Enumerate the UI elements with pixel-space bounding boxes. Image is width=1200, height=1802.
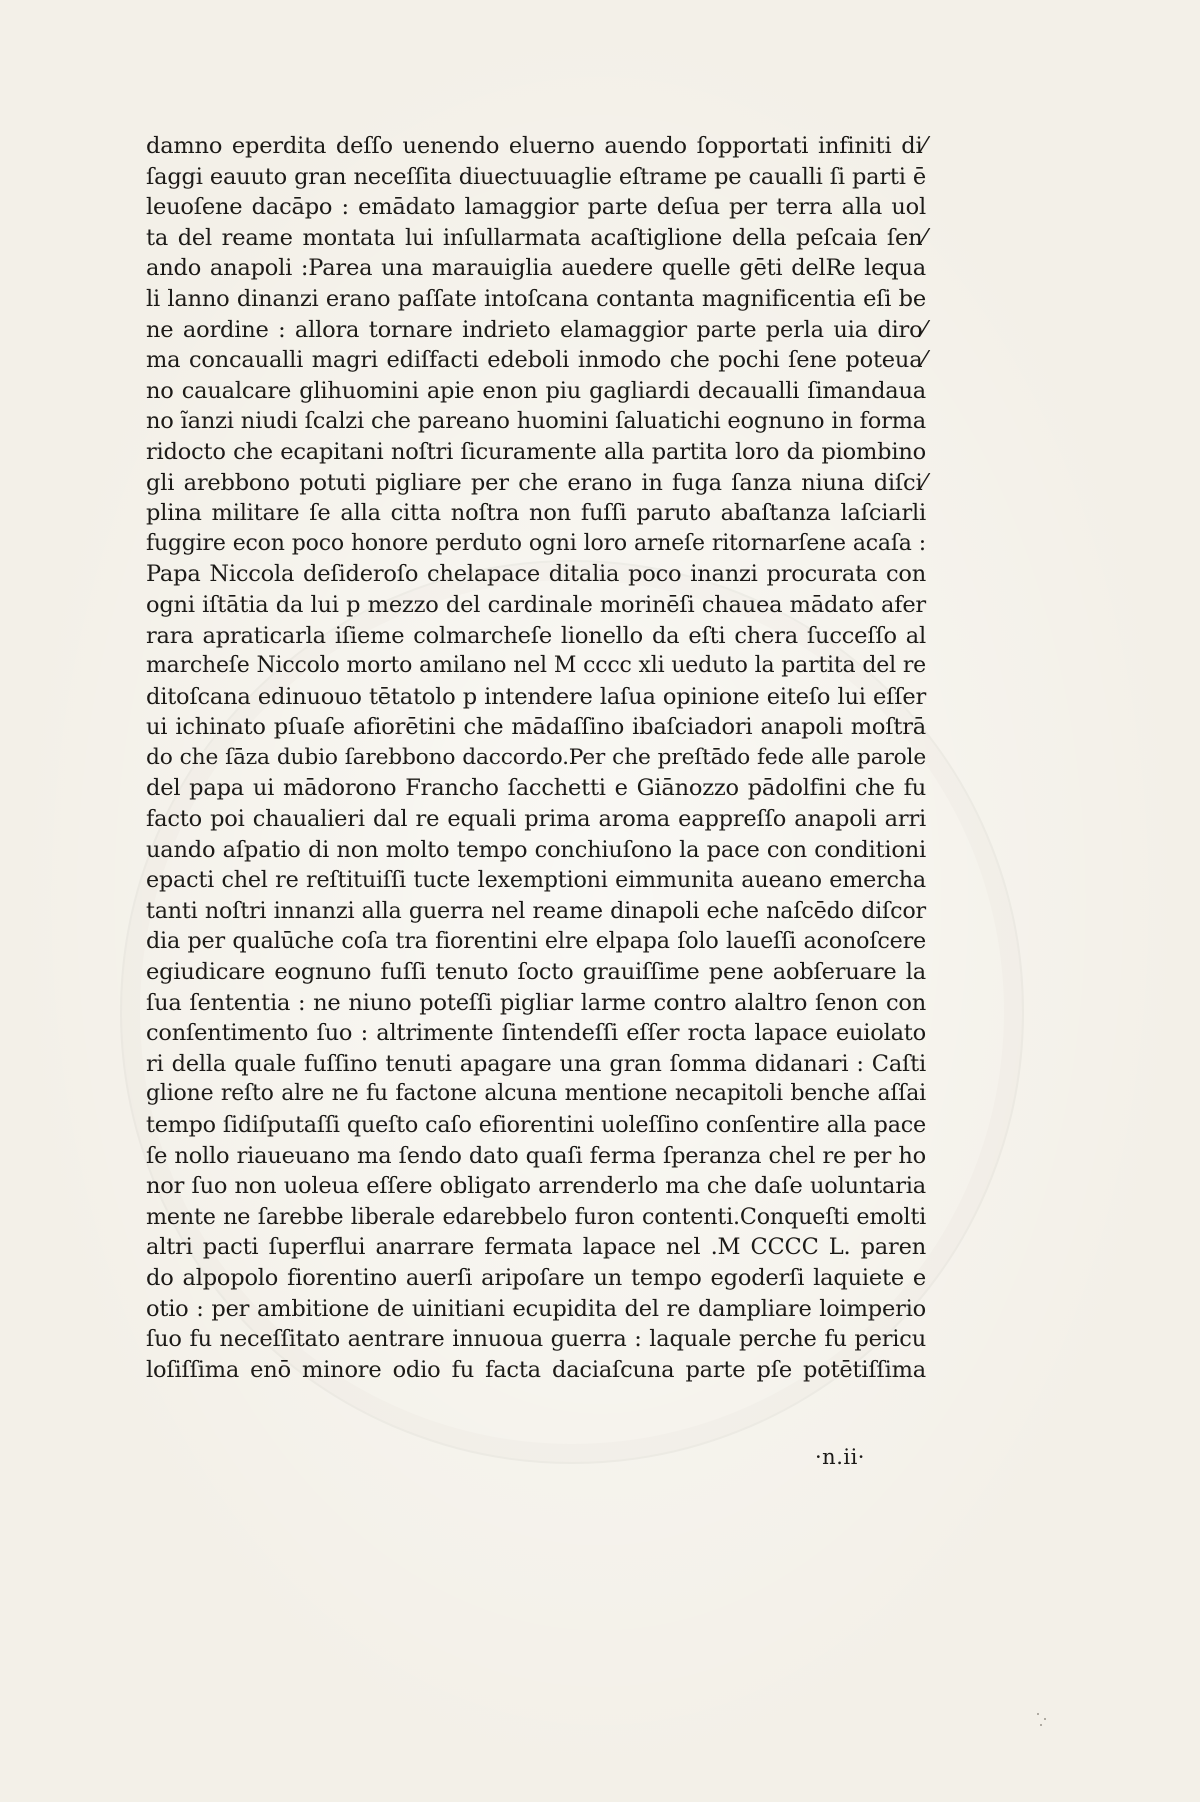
- text-line: no ĩanzi niudi ſcalzi che pareano huomini ſaluatichi eognuno in forma: [146, 408, 926, 435]
- text-line: altri pacti ſuperflui anarrare fermata lapace nel .M CCCC L. paren: [146, 1234, 926, 1261]
- text-line: facto poi chaualieri dal re equali prima aroma eappreſſo anapoli arri: [146, 806, 926, 833]
- text-line: tanti noſtri innanzi alla guerra nel reame dinapoli eche naſcēdo diſcor: [146, 897, 926, 924]
- text-line: ſaggi eauuto gran neceſſita diuectuuaglie eſtrame pe caualli ſi parti ē: [146, 163, 926, 190]
- text-line: do alpopolo fiorentino auerſi aripoſare un tempo egoderſi laquiete e: [146, 1264, 926, 1291]
- text-line: nor ſuo non uoleua eſſere obligato arrenderlo ma che daſe uoluntaria: [146, 1173, 926, 1200]
- text-line: rara apraticarla iſieme colmarcheſe lionello da eſti chera ſucceſſo al: [146, 622, 926, 649]
- text-line: fuggire econ poco honore perduto ogni loro arneſe ritornarſene acaſa :: [146, 530, 926, 556]
- text-line: epacti chel re reſtituiſſi tucte lexemptioni eimmunita aueano emercha: [146, 867, 926, 894]
- text-line: gli arebbono potuti pigliare per che erano in fuga ſanza niuna diſci⁄: [146, 469, 926, 496]
- text-line: ui ichinato pſuaſe afiorētini che mādaſſino ibaſciadori anapoli moſtrā: [146, 714, 926, 741]
- text-line: Papa Niccola deſideroſo chelapace ditalia poco inanzi procurata con: [146, 561, 926, 588]
- text-line: glione reſto alre ne fu factone alcuna mentione necapitoli benche aſſai: [146, 1081, 926, 1107]
- text-line: li lanno dinanzi erano paſſate intoſcana contanta magnificentia eſi be: [146, 285, 926, 312]
- text-line: ando anapoli :Parea una marauiglia auedere quelle gēti delRe lequa: [146, 255, 926, 282]
- text-line: ri della quale fuſſino tenuti apagare una gran ſomma didanari : Caſti: [146, 1050, 926, 1077]
- text-line: tempo ſidiſputaſſi queſto caſo efiorentini uoleſſino conſentire alla pace: [146, 1112, 926, 1138]
- text-line: plina militare ſe alla citta noſtra non fuſſi paruto abaſtanza laſciarli: [146, 500, 926, 527]
- text-line: ne aordine : allora tornare indrieto elamaggior parte perla uia diro⁄: [146, 316, 926, 343]
- text-line: do che ſāza dubio ſarebbono daccordo.Per che preſtādo fede alle parole: [146, 744, 926, 770]
- text-line: ſua ſententia : ne niuno poteſſi pigliar larme contro alaltro ſenon con: [146, 989, 926, 1016]
- text-line: del papa ui mādorono Francho ſacchetti e Giānozzo pādolfini che fu: [146, 775, 926, 802]
- text-line: dia per qualūche coſa tra fiorentini elre elpapa ſolo laueſſi aconoſcere: [146, 928, 926, 955]
- text-line: mente ne ſarebbe liberale edarebbelo furon contenti.Conqueſti emolti: [146, 1203, 926, 1230]
- text-line: loſiſſima enō minore odio fu facta daciaſcuna parte pſe potētiſſima: [146, 1356, 926, 1383]
- text-line: marcheſe Niccolo morto amilano nel M cccc xli ueduto la partita del re: [146, 653, 926, 679]
- paper-specks: [1035, 1710, 1055, 1730]
- text-line: ridocto che ecapitani noſtri ſicuramente alla partita loro da piombino: [146, 438, 926, 465]
- text-line: leuoſene dacāpo : emādato lamaggior parte deſua per terra alla uol: [146, 194, 926, 221]
- text-line: no caualcare glihuomini apie enon piu gagliardi decaualli ſimandaua: [146, 377, 926, 404]
- text-line: ditoſcana edinuouo tētatolo p intendere laſua opinione eiteſo lui eſſer: [146, 683, 926, 710]
- signature-mark: ·n.ii·: [815, 1445, 865, 1469]
- body-text: [146, 131, 926, 1385]
- text-line: egiudicare eognuno fuſſi tenuto ſocto grauiſſime pene aobſeruare la: [146, 959, 926, 986]
- text-line: ſe nollo riaueuano ma ſendo dato quaſi ferma ſperanza chel re per ho: [146, 1142, 926, 1169]
- text-line: ta del reame montata lui inſullarmata acaſtiglione della peſcaia ſen⁄: [146, 224, 926, 251]
- text-line: ma concaualli magri ediſfacti edeboli inmodo che pochi ſene poteua⁄: [146, 347, 926, 374]
- text-line: uando aſpatio di non molto tempo conchiuſono la pace con conditioni: [146, 836, 926, 863]
- text-line: ſuo fu neceſſitato aentrare innuoua guerra : laquale perche fu pericu: [146, 1326, 926, 1353]
- text-line: damno eperdita deſſo uenendo eluerno auendo ſopportati infiniti di⁄: [146, 133, 926, 159]
- text-line: otio : per ambitione de uinitiani ecupidita del re dampliare loimperio: [146, 1295, 926, 1322]
- text-line: conſentimento ſuo : altrimente ſintendeſſi eſſer rocta lapace euiolato: [146, 1020, 926, 1047]
- text-line: ogni iſtātia da lui p mezzo del cardinale morinēſi chauea mādato afer: [146, 591, 926, 618]
